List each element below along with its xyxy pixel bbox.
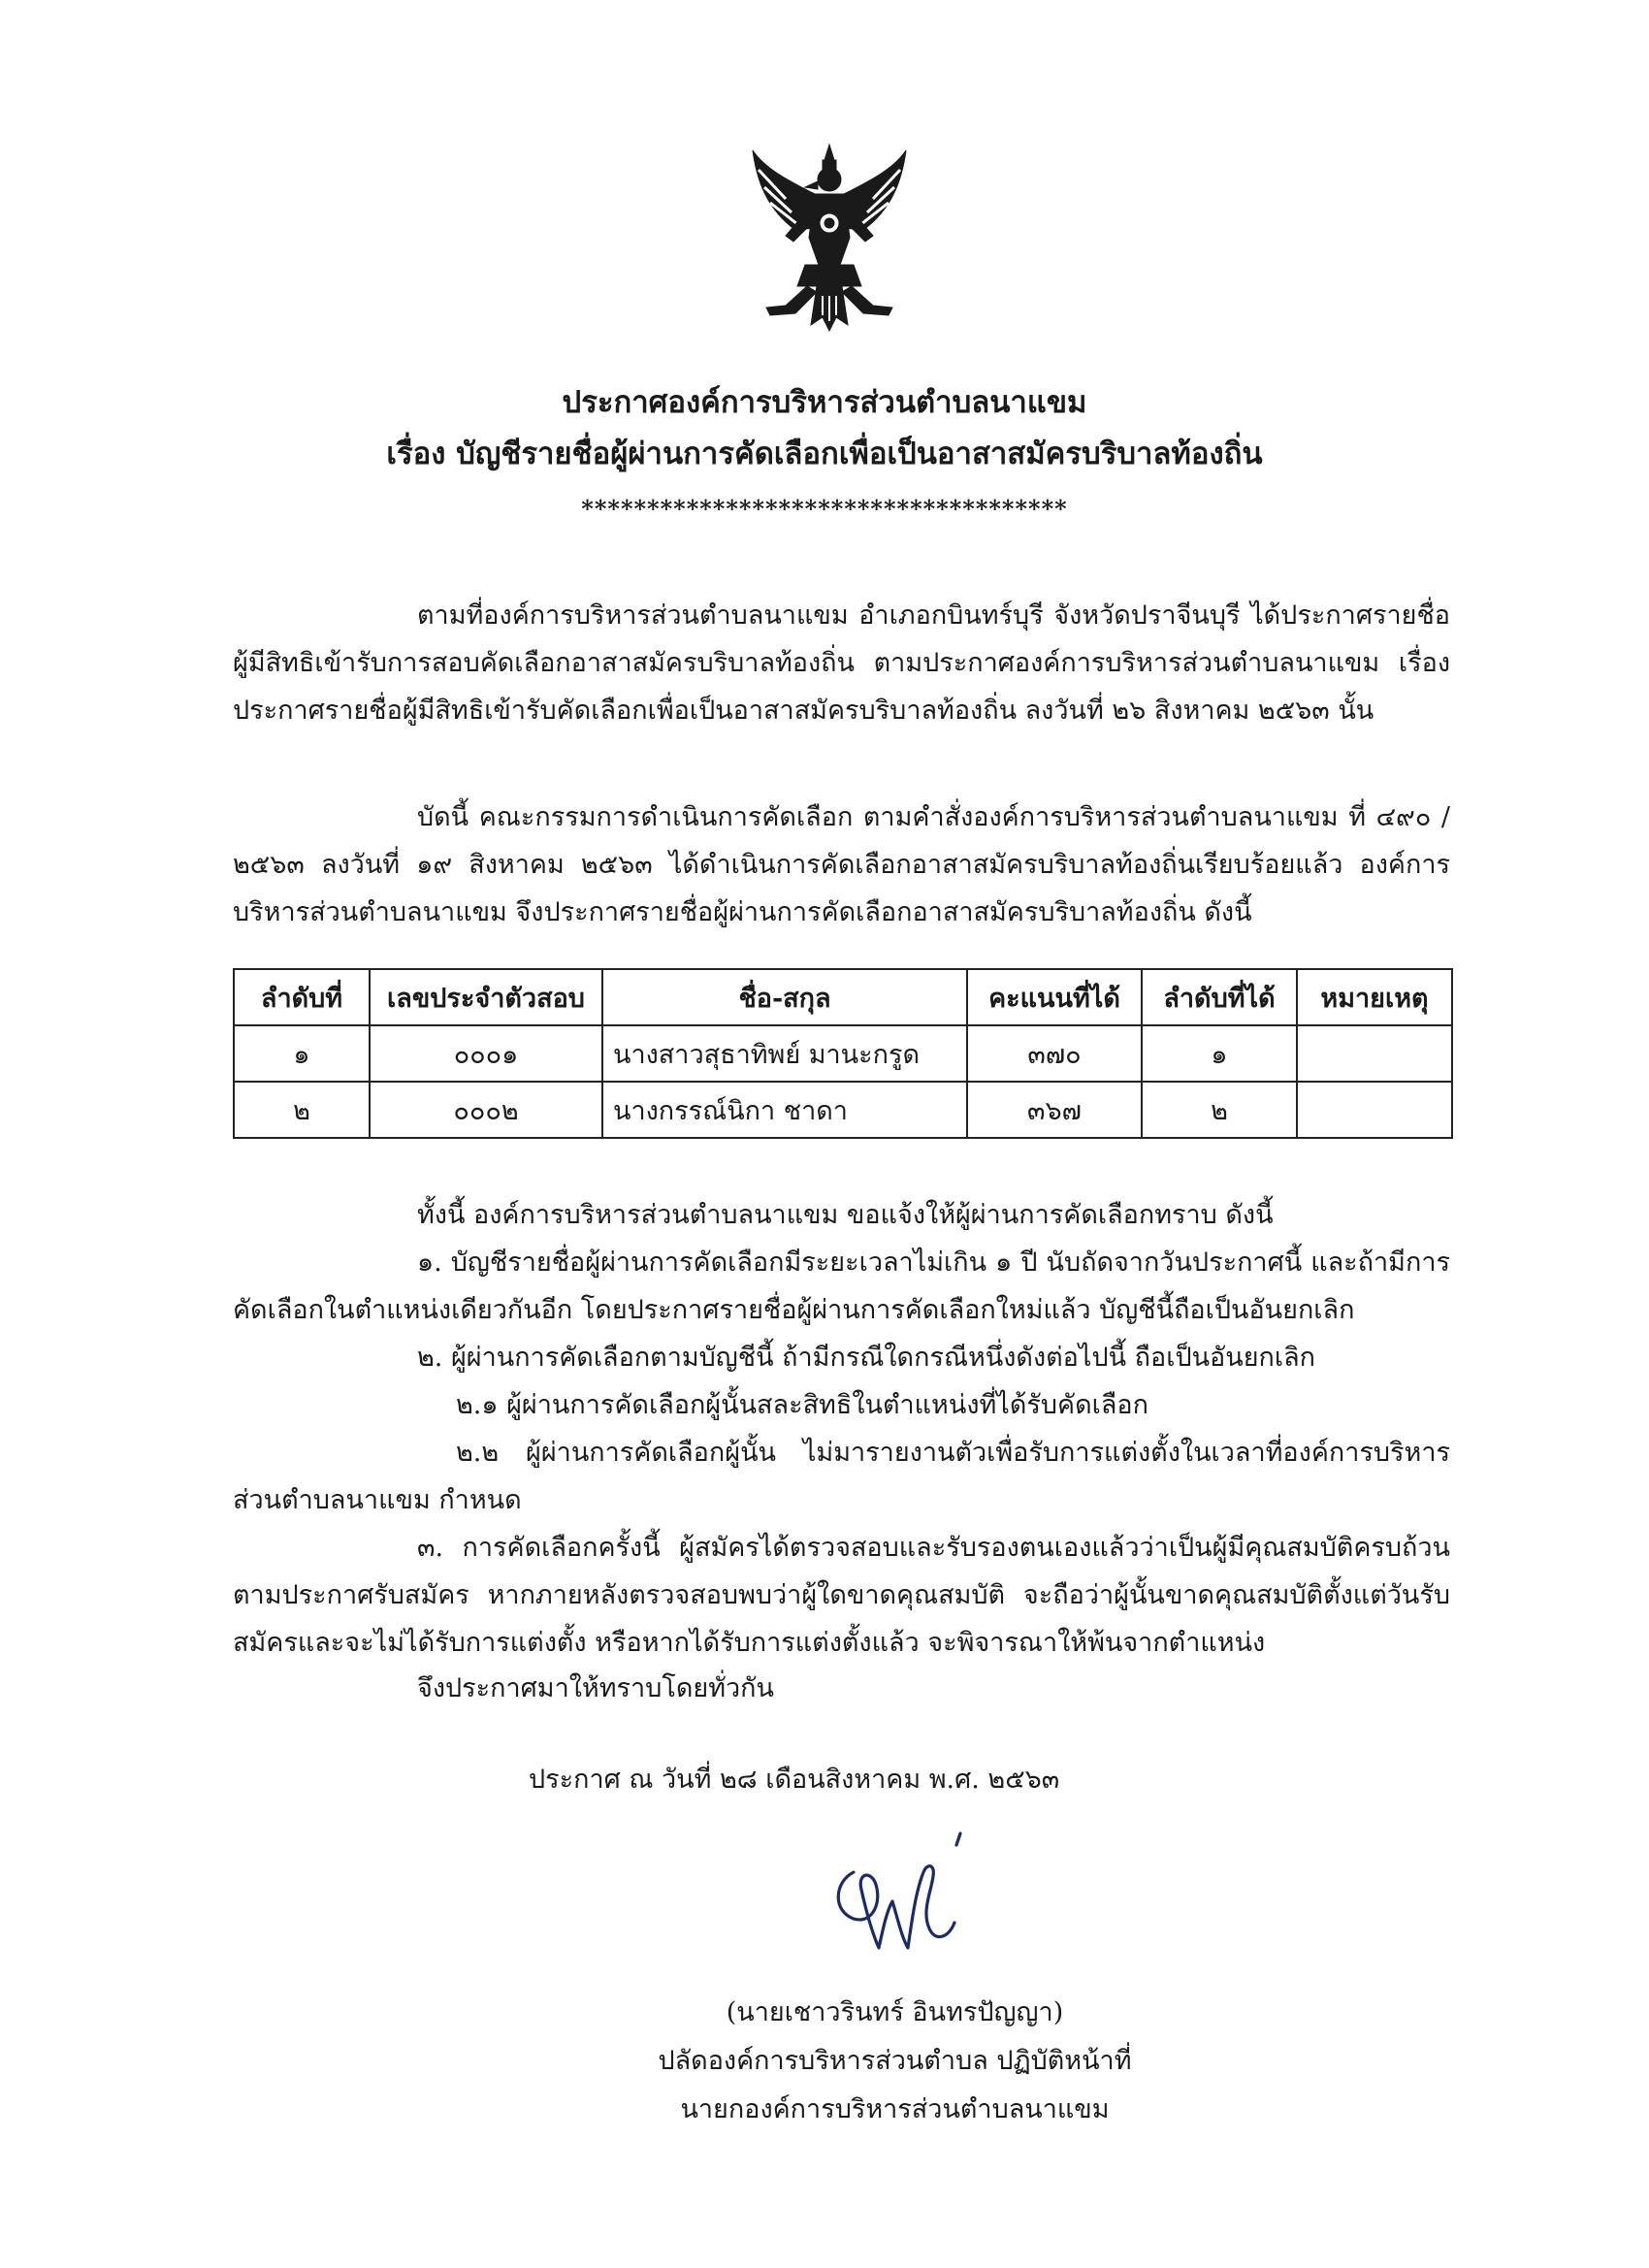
- results-table: [233, 968, 1453, 1139]
- cell-exam-id: ๐๐๐๑: [370, 1025, 602, 1082]
- cell-name: นางกรรณ์นิกา ชาดา: [602, 1082, 967, 1138]
- committee-paragraph: บัดนี้ คณะกรรมการดำเนินการคัดเลือก ตามคำสั่งองค์การบริหารส่วนตำบลนาแขม ที่ ๔๙๐ /๒๕๖๓ ลงวันที่ ๑๙ สิงหาคม ๒๕๖๓ ได้ดำเนินการคัดเลือกอาสาสมัครบริบาลท้องถิ่นเรียบร้อยแล้ว องค์การบริหารส่วนตำบลนาแขม จึงประกาศรายชื่อผู้ผ่านการคัดเลือกอาสาสมัครบริบาลท้องถิ่น ดังนี้: [233, 802, 1450, 927]
- announcement-subject: เรื่อง บัญชีรายชื่อผู้ผ่านการคัดเลือกเพื่อเป็นอาสาสมัครบริบาลท้องถิ่น: [386, 437, 1263, 471]
- title-separator: *************************************: [581, 495, 1068, 523]
- table-row: [234, 1082, 1452, 1138]
- condition-item-2-2: ๒.๒ ผู้ผ่านการคัดเลือกผู้นั้น ไม่มารายงานตัวเพื่อรับการแต่งตั้งในเวลาที่องค์การบริหารส่วนตำบลนาแขม กำหนด: [233, 1438, 1450, 1515]
- condition-item-1: ๑. บัญชีรายชื่อผู้ผ่านการคัดเลือกมีระยะเวลาไม่เกิน ๑ ปี นับถัดจากวันประกาศนี้ และถ้ามีการคัดเลือกในตำแหน่งเดียวกันอีก โดยประกาศรายชื่อผู้ผ่านการคัดเลือกใหม่แล้ว บัญชีนี้ถือเป็นอันยกเลิก: [233, 1247, 1450, 1325]
- cell-note: [1297, 1025, 1452, 1082]
- garuda-emblem-icon: [747, 141, 912, 335]
- cell-exam-id: ๐๐๐๒: [370, 1082, 602, 1138]
- signatory-position-2: นายกองค์การบริหารส่วนตำบลนาแขม: [680, 2094, 1110, 2124]
- intro-paragraph-block: [233, 592, 1450, 734]
- closing-block: [233, 1665, 1450, 1712]
- table-row: [234, 1025, 1452, 1082]
- intro-paragraph: ตามที่องค์การบริหารส่วนตำบลนาแขม อำเภอกบินทร์บุรี จังหวัดปราจีนบุรี ได้ประกาศรายชื่อผู้มีสิทธิเข้ารับการสอบคัดเลือกอาสาสมัครบริบาลท้องถิ่น ตามประกาศองค์การบริหารส่วนตำบลนาแขม เรื่อง ประกาศรายชื่อผู้มีสิทธิเข้ารับคัดเลือกเพื่อเป็นอาสาสมัครบริบาลท้องถิ่น ลงวันที่ ๒๖ สิงหาคม ๒๕๖๓ นั้น: [233, 600, 1450, 726]
- conditions-block: [233, 1191, 1450, 1667]
- signatory-name: (นายเชาวรินทร์ อินทรปัญญา): [726, 1997, 1064, 2027]
- cell-rank: ๒: [1142, 1082, 1297, 1138]
- committee-paragraph-block: [233, 794, 1450, 936]
- conditions-lead: ทั้งนี้ องค์การบริหารส่วนตำบลนาแขม ขอแจ้งให้ผู้ผ่านการคัดเลือกทราบ ดังนี้: [417, 1200, 1274, 1230]
- announcement-date: ประกาศ ณ วันที่ ๒๘ เดือนสิงหาคม พ.ศ. ๒๕๖๓: [529, 1765, 1060, 1795]
- signature-icon: [815, 1814, 989, 1960]
- closing-announce: จึงประกาศมาให้ทราบโดยทั่วกัน: [417, 1673, 774, 1703]
- cell-rank: ๑: [1142, 1025, 1297, 1082]
- cell-no: ๑: [234, 1025, 370, 1082]
- announcement-title: ประกาศองค์การบริหารส่วนตำบลนาแขม: [562, 385, 1087, 420]
- header-name: ชื่อ-สกุล: [602, 969, 967, 1025]
- header-exam-id: เลขประจำตัวสอบ: [370, 969, 602, 1025]
- condition-item-2-1: ๒.๑ ผู้ผ่านการคัดเลือกผู้นั้นสละสิทธิในตำแหน่งที่ได้รับคัดเลือก: [456, 1390, 1148, 1420]
- header-rank: ลำดับที่ได้: [1142, 969, 1297, 1025]
- header-no: ลำดับที่: [234, 969, 370, 1025]
- header-score: คะแนนที่ได้: [967, 969, 1142, 1025]
- signatory-position-1: ปลัดองค์การบริหารส่วนตำบล ปฏิบัติหน้าที่: [658, 2046, 1132, 2076]
- table-header-row: [234, 969, 1452, 1025]
- cell-no: ๒: [234, 1082, 370, 1138]
- header-note: หมายเหตุ: [1297, 969, 1452, 1025]
- cell-note: [1297, 1082, 1452, 1138]
- cell-score: ๓๗๐: [967, 1025, 1142, 1082]
- condition-item-3: ๓. การคัดเลือกครั้งนี้ ผู้สมัครได้ตรวจสอบและรับรองตนเองแล้วว่าเป็นผู้มีคุณสมบัติครบถ้วนตามประกาศรับสมัคร หากภายหลังตรวจสอบพบว่าผู้ใดขาดคุณสมบัติ จะถือว่าผู้นั้นขาดคุณสมบัติตั้งแต่วันรับสมัครและจะไม่ได้รับการแต่งตั้ง หรือหากได้รับการแต่งตั้งแล้ว จะพิจารณาให้พ้นจากตำแหน่ง: [233, 1533, 1450, 1658]
- condition-item-2: ๒. ผู้ผ่านการคัดเลือกตามบัญชีนี้ ถ้ามีกรณีใดกรณีหนึ่งดังต่อไปนี้ ถือเป็นอันยกเลิก: [417, 1343, 1316, 1373]
- cell-name: นางสาวสุธาทิพย์ มานะกรูด: [602, 1025, 967, 1082]
- signatory-block: [0, 1989, 1649, 2134]
- cell-score: ๓๖๗: [967, 1082, 1142, 1138]
